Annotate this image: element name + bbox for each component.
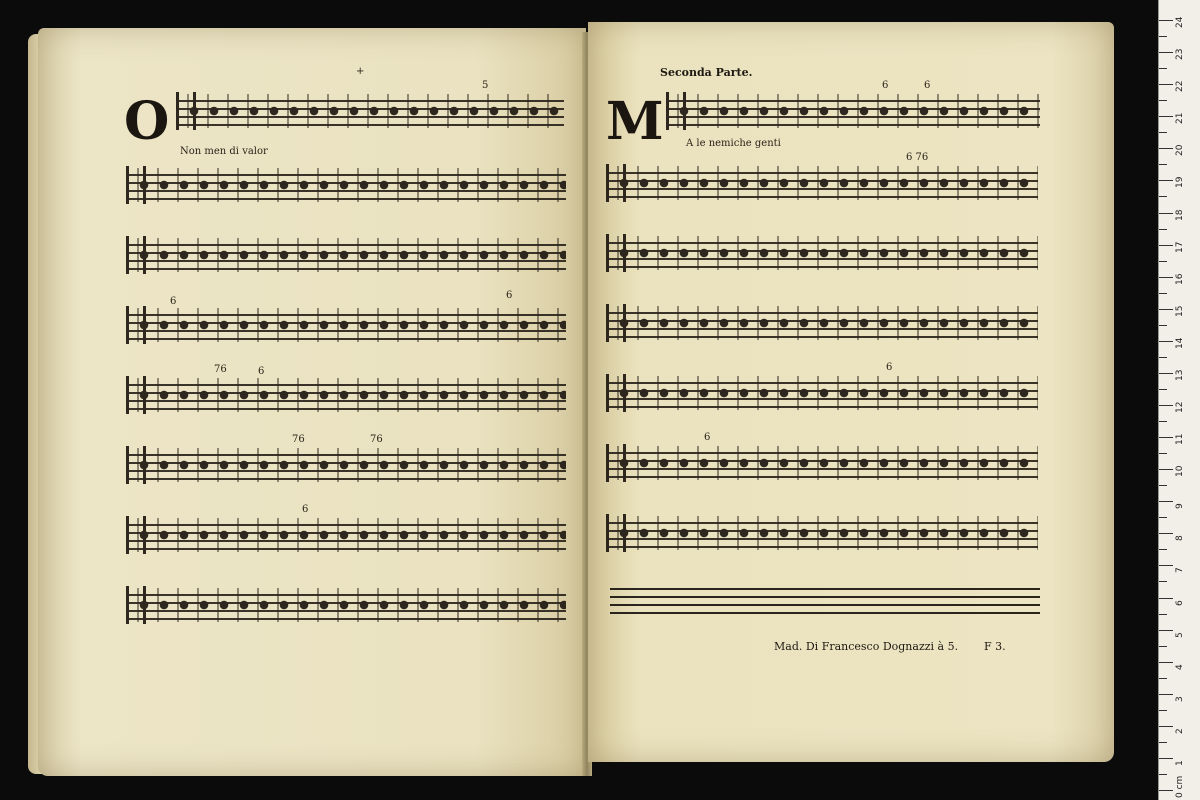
page-mark: + bbox=[356, 66, 365, 77]
ruler-major-tick bbox=[1159, 533, 1173, 534]
staff-right-4 bbox=[608, 306, 1038, 340]
ruler-minor-tick bbox=[1159, 100, 1167, 101]
ruler-minor-tick bbox=[1159, 325, 1167, 326]
ruler-label: 17 bbox=[1175, 241, 1185, 253]
ruler-label: 2 bbox=[1175, 728, 1185, 734]
figure: 6 bbox=[882, 80, 889, 91]
figure: 6 bbox=[924, 80, 931, 91]
staff-left-7 bbox=[128, 518, 566, 552]
staff-left-2 bbox=[128, 168, 566, 202]
empty-staff bbox=[610, 582, 1040, 620]
ruler-major-tick bbox=[1159, 341, 1173, 342]
figure: 5 bbox=[482, 80, 489, 91]
ruler-minor-tick bbox=[1159, 68, 1167, 69]
ruler-minor-tick bbox=[1159, 389, 1167, 390]
ruler-major-tick bbox=[1159, 790, 1173, 791]
ruler-label: 21 bbox=[1175, 112, 1185, 125]
ruler-minor-tick bbox=[1159, 196, 1167, 197]
ruler-minor-tick bbox=[1159, 229, 1167, 230]
staff-left-8 bbox=[128, 588, 566, 622]
ruler-label: 10 bbox=[1175, 465, 1185, 478]
ruler-major-tick bbox=[1159, 469, 1173, 470]
ruler-major-tick bbox=[1159, 630, 1173, 631]
ruler-label: 18 bbox=[1175, 209, 1185, 221]
ruler-minor-tick bbox=[1159, 132, 1167, 133]
ruler-label: 15 bbox=[1175, 305, 1185, 317]
ruler-minor-tick bbox=[1159, 261, 1167, 262]
ruler-major-tick bbox=[1159, 598, 1173, 599]
staff-left-4 bbox=[128, 308, 566, 342]
footer-caption: Mad. Di Francesco Dognazzi à 5. bbox=[774, 640, 959, 653]
ruler-minor-tick bbox=[1159, 517, 1167, 518]
figure: 6 bbox=[170, 296, 177, 307]
ruler-major-tick bbox=[1159, 694, 1173, 695]
ruler-minor-tick bbox=[1159, 742, 1167, 743]
ruler-minor-tick bbox=[1159, 485, 1167, 486]
figure: 76 bbox=[214, 364, 227, 375]
ruler-major-tick bbox=[1159, 116, 1173, 117]
ruler-label: 14 bbox=[1175, 337, 1185, 349]
ruler-label: 13 bbox=[1175, 369, 1185, 381]
section-heading: Seconda Parte. bbox=[660, 66, 753, 79]
ruler-label: 7 bbox=[1175, 567, 1185, 574]
ruler-label: 1 bbox=[1175, 760, 1185, 766]
ruler-label: 9 bbox=[1175, 503, 1185, 510]
ruler-major-tick bbox=[1159, 52, 1173, 53]
ruler-major-tick bbox=[1159, 373, 1173, 374]
ruler-label: 6 bbox=[1175, 599, 1185, 606]
ruler-minor-tick bbox=[1159, 581, 1167, 582]
ruler-minor-tick bbox=[1159, 453, 1167, 454]
ruler-label: 24 bbox=[1175, 16, 1185, 28]
figure: 6 76 bbox=[906, 152, 929, 163]
ruler-minor-tick bbox=[1159, 549, 1167, 550]
ruler-major-tick bbox=[1159, 726, 1173, 727]
ruler-minor-tick bbox=[1159, 646, 1167, 647]
ruler-label: 22 bbox=[1175, 80, 1185, 93]
ruler-label: 19 bbox=[1175, 176, 1185, 189]
ruler-major-tick bbox=[1159, 84, 1173, 85]
ruler-minor-tick bbox=[1159, 164, 1167, 165]
ruler-major-tick bbox=[1159, 180, 1173, 181]
ruler-minor-tick bbox=[1159, 774, 1167, 775]
ruler-major-tick bbox=[1159, 309, 1173, 310]
ruler-minor-tick bbox=[1159, 678, 1167, 679]
ruler-major-tick bbox=[1159, 758, 1173, 759]
figure: 76 bbox=[292, 434, 305, 445]
ruler-label: 5 bbox=[1175, 631, 1185, 638]
incipit-left: Non men di valor bbox=[180, 146, 268, 157]
ruler-major-tick bbox=[1159, 20, 1173, 21]
staff-right-3 bbox=[608, 236, 1038, 270]
signature-mark: F 3. bbox=[984, 640, 1006, 653]
ruler-label: 8 bbox=[1175, 535, 1185, 542]
decorated-initial-left: O bbox=[124, 91, 170, 152]
ruler-major-tick bbox=[1159, 662, 1173, 663]
staff-right-5 bbox=[608, 376, 1038, 410]
staff-right-1 bbox=[668, 94, 1040, 128]
decorated-initial-right: M bbox=[606, 91, 664, 152]
figure: 6 bbox=[302, 504, 309, 515]
ruler-minor-tick bbox=[1159, 710, 1167, 711]
incipit-right: A le nemiche genti bbox=[686, 138, 781, 149]
figure: 6 bbox=[886, 362, 893, 373]
ruler-minor-tick bbox=[1159, 36, 1167, 37]
ruler-major-tick bbox=[1159, 148, 1173, 149]
ruler-label: 23 bbox=[1175, 48, 1185, 61]
ruler-major-tick bbox=[1159, 245, 1173, 246]
figure: 6 bbox=[506, 290, 513, 301]
ruler-minor-tick bbox=[1159, 421, 1167, 422]
ruler-label: 3 bbox=[1175, 696, 1185, 702]
ruler-label: 11 bbox=[1175, 433, 1185, 446]
figure: 76 bbox=[370, 434, 383, 445]
ruler-label: 16 bbox=[1175, 273, 1185, 285]
ruler-label: 20 bbox=[1175, 144, 1185, 157]
ruler-minor-tick bbox=[1159, 357, 1167, 358]
ruler-major-tick bbox=[1159, 213, 1173, 214]
ruler-major-tick bbox=[1159, 277, 1173, 278]
ruler-major-tick bbox=[1159, 565, 1173, 566]
staff-left-6 bbox=[128, 448, 566, 482]
ruler-major-tick bbox=[1159, 437, 1173, 438]
figure: 6 bbox=[704, 432, 711, 443]
staff-left-5 bbox=[128, 378, 566, 412]
figure: 6 bbox=[258, 366, 265, 377]
ruler-label: 12 bbox=[1175, 401, 1185, 413]
staff-left-3 bbox=[128, 238, 566, 272]
ruler-minor-tick bbox=[1159, 293, 1167, 294]
measurement-ruler bbox=[1158, 0, 1200, 800]
staff-left-1 bbox=[178, 94, 564, 128]
ruler-major-tick bbox=[1159, 501, 1173, 502]
ruler-minor-tick bbox=[1159, 614, 1167, 615]
ruler-major-tick bbox=[1159, 405, 1173, 406]
ruler-label: 4 bbox=[1175, 663, 1185, 670]
staff-right-2 bbox=[608, 166, 1038, 200]
ruler-label: 0 cm bbox=[1175, 775, 1185, 798]
staff-right-7 bbox=[608, 516, 1038, 550]
staff-right-6 bbox=[608, 446, 1038, 480]
